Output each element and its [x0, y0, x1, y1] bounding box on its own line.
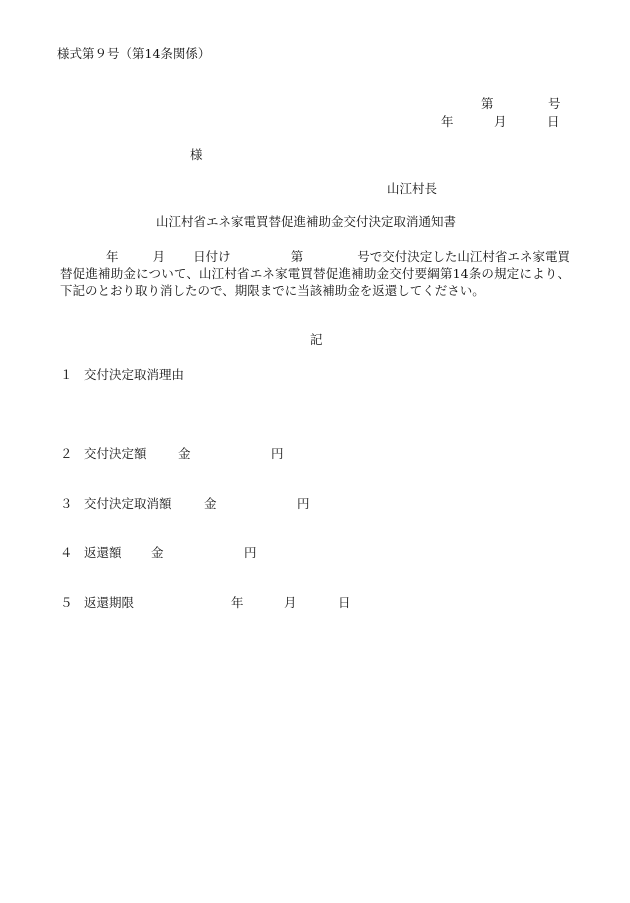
- item-1-number: １: [60, 367, 73, 382]
- recipient-suffix: 様: [190, 147, 203, 162]
- form-number: 様式第９号（第14条関係）: [57, 46, 211, 61]
- body-dated: 日付け: [193, 249, 231, 264]
- date-day: 日: [547, 114, 560, 129]
- item-3-yen: 円: [297, 496, 310, 511]
- body-month: 月: [152, 249, 166, 264]
- item-5-day: 日: [338, 595, 351, 610]
- item-5-label: 返還期限: [84, 595, 135, 610]
- body-text: 号で交付決定した山江村省エネ家電買替促進補助金について、山江村省エネ家電買替促進補助金交付要綱第14条の規定により、下記のとおり取り消したので、期限までに当該補助金を返還してください。: [60, 249, 570, 298]
- item-2-kin: 金: [178, 446, 191, 461]
- item-4-kin: 金: [151, 545, 164, 560]
- body-paragraph: [60, 248, 570, 299]
- body-dai: 第: [290, 249, 304, 264]
- body-year: 年: [106, 249, 119, 264]
- item-5-year: 年: [231, 595, 244, 610]
- item-4-number: ４: [60, 545, 73, 560]
- item-5-month: 月: [284, 595, 297, 610]
- date-month: 月: [494, 114, 507, 129]
- item-3-label: 交付決定取消額: [84, 496, 172, 511]
- doc-number-go: 号: [548, 96, 561, 111]
- ki-heading: 記: [310, 332, 323, 347]
- item-2-number: ２: [60, 446, 73, 461]
- item-4-yen: 円: [244, 545, 257, 560]
- date-year: 年: [441, 114, 454, 129]
- document-title: 山江村省エネ家電買替促進補助金交付決定取消通知書: [156, 214, 457, 229]
- item-3-number: ３: [60, 496, 73, 511]
- item-3-kin: 金: [204, 496, 217, 511]
- item-5-number: ５: [60, 595, 73, 610]
- item-4-label: 返還額: [84, 545, 122, 560]
- item-1-label: 交付決定取消理由: [84, 367, 185, 382]
- sender-name: 山江村長: [387, 181, 438, 196]
- item-2-label: 交付決定額: [84, 446, 147, 461]
- doc-number-dai: 第: [481, 96, 494, 111]
- item-2-yen: 円: [271, 446, 284, 461]
